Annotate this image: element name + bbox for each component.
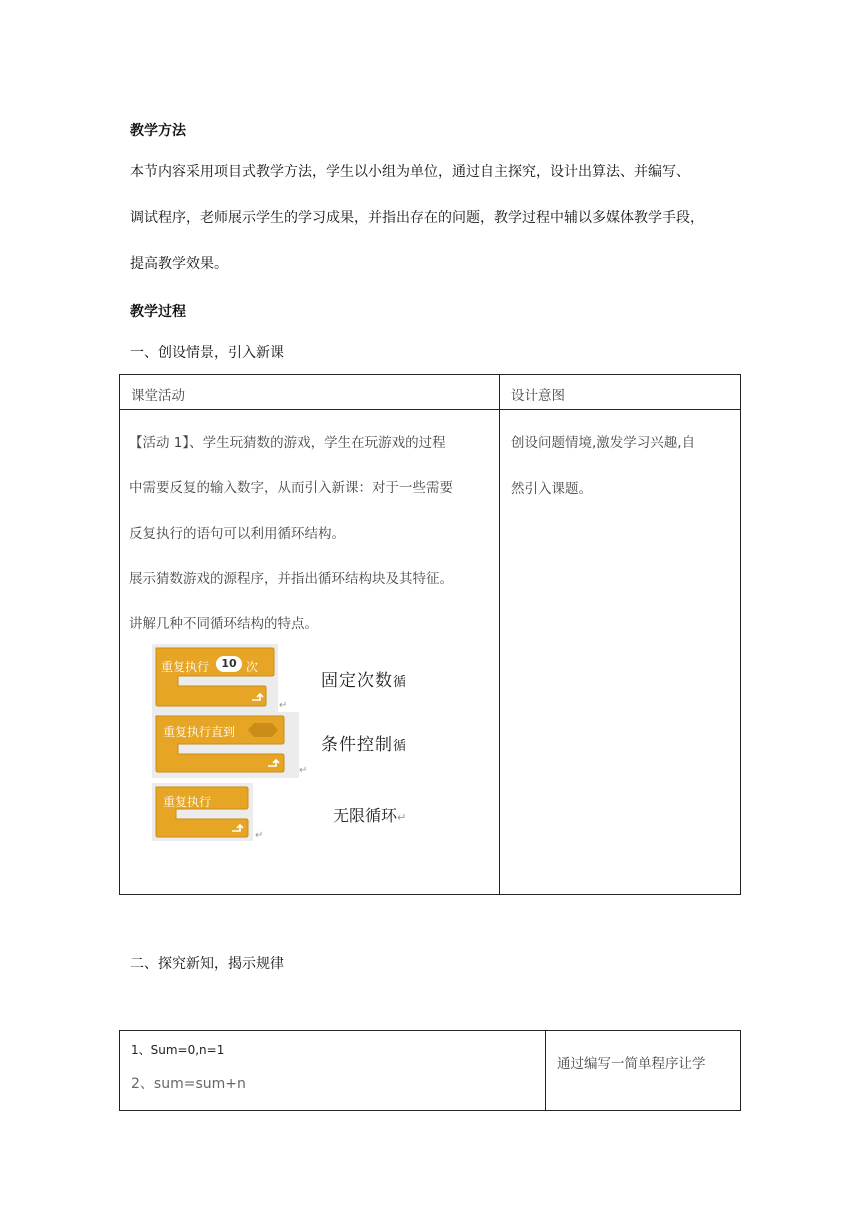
repeat-times-suffix: 次 xyxy=(246,660,259,674)
header-intent: 设计意图 xyxy=(511,388,565,404)
repeat-times-block-image xyxy=(152,644,278,712)
repeat-until-block-image xyxy=(152,712,299,778)
repeat-until-block-icon xyxy=(152,712,299,778)
intent-line-1: 创设问题情境,激发学习兴趣,自 xyxy=(511,435,696,451)
table-header-divider xyxy=(119,409,741,410)
explore-line-1: 1、Sum=0,n=1 xyxy=(131,1043,225,1057)
process-heading: 教学过程 xyxy=(130,304,186,320)
section2-heading: 二、探究新知，揭示规律 xyxy=(130,956,284,972)
method-line-3: 提高教学效果。 xyxy=(130,256,228,272)
repeat-times-block-icon xyxy=(152,644,278,712)
activity-line-1: 【活动 1】、学生玩猜数的游戏，学生在玩游戏的过程 xyxy=(129,435,446,451)
intent-line-2: 然引入课题。 xyxy=(511,481,592,497)
repeat-until-label: 重复执行直到 xyxy=(163,725,236,739)
repeat-count-field: 10 xyxy=(216,656,242,672)
return-mark-icon: ↵ xyxy=(279,700,288,711)
explore-line-2: 2、sum=sum+n xyxy=(131,1076,246,1092)
activity-line-2: 中需要反复的输入数字，从而引入新课：对于一些需要 xyxy=(129,480,453,496)
activity-show-line: 展示猜数游戏的源程序，并指出循环结构块及其特征。 xyxy=(129,571,453,587)
explore-intent: 通过编写一简单程序让学 xyxy=(557,1056,706,1072)
method-line-1: 本节内容采用项目式教学方法，学生以小组为单位，通过自主探究，设计出算法、并编写、 xyxy=(130,164,690,180)
caption-infinite-loop: 无限循环↵ xyxy=(333,806,407,825)
forever-block-image xyxy=(152,783,253,841)
return-mark-icon: ↵ xyxy=(255,830,264,841)
section1-heading: 一、创设情景，引入新课 xyxy=(130,345,284,361)
table-column-divider xyxy=(499,374,500,895)
caption-condition-loop: 条件控制循 xyxy=(321,735,408,755)
activity-line-3: 反复执行的语句可以利用循环结构。 xyxy=(129,526,345,542)
forever-block-icon xyxy=(152,783,253,841)
repeat-times-label: 重复执行 xyxy=(161,660,210,674)
caption-fixed-loop: 固定次数循 xyxy=(321,671,408,691)
activity-explain-line: 讲解几种不同循环结构的特点。 xyxy=(129,616,318,632)
method-heading: 教学方法 xyxy=(130,123,186,139)
header-activity: 课堂活动 xyxy=(131,388,185,404)
return-mark-icon: ↵ xyxy=(299,765,308,776)
forever-label: 重复执行 xyxy=(163,795,212,809)
explore-table-divider xyxy=(545,1030,546,1111)
method-line-2: 调试程序，老师展示学生的学习成果，并指出存在的问题，教学过程中辅以多媒体教学手段， xyxy=(130,210,704,226)
